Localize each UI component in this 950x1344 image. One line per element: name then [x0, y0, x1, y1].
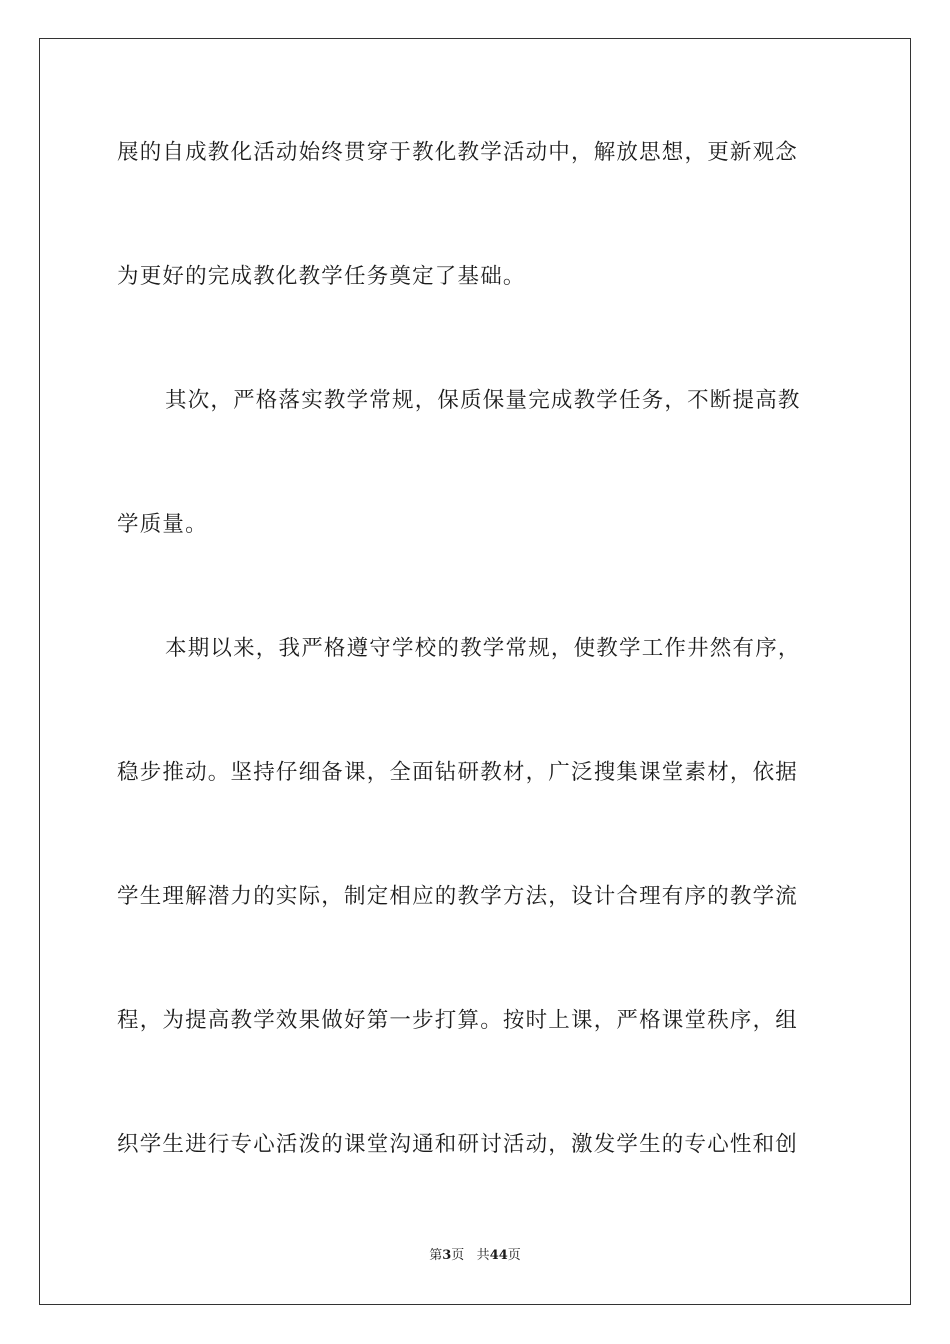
page-frame	[39, 38, 911, 1305]
text-line-1: 展的自成教化活动始终贯穿于教化教学活动中，解放思想，更新观念	[117, 140, 799, 165]
page-prefix: 第	[429, 1248, 443, 1263]
text-line-5: 本期以来，我严格遵守学校的教学常规，使教学工作井然有序，	[165, 636, 801, 661]
text-line-4: 学质量。	[117, 512, 208, 537]
text-line-8: 程，为提高教学效果做好第一步打算。按时上课，严格课堂秩序，组	[117, 1008, 799, 1033]
text-line-2: 为更好的完成教化教学任务奠定了基础。	[117, 264, 526, 289]
total-prefix: 共	[476, 1248, 490, 1263]
total-pages: 44	[489, 1248, 508, 1263]
text-line-6: 稳步推动。坚持仔细备课，全面钻研教材，广泛搜集课堂素材，依据	[117, 760, 799, 785]
text-line-9: 织学生进行专心活泼的课堂沟通和研讨活动，激发学生的专心性和创	[117, 1132, 799, 1157]
text-line-7: 学生理解潜力的实际，制定相应的教学方法，设计合理有序的教学流	[117, 884, 799, 909]
page-suffix: 页	[451, 1248, 465, 1263]
total-suffix: 页	[507, 1248, 521, 1263]
page-number: 3	[442, 1248, 452, 1263]
text-line-3: 其次，严格落实教学常规，保质保量完成教学任务，不断提高教	[165, 388, 801, 413]
page-footer	[0, 1247, 950, 1265]
